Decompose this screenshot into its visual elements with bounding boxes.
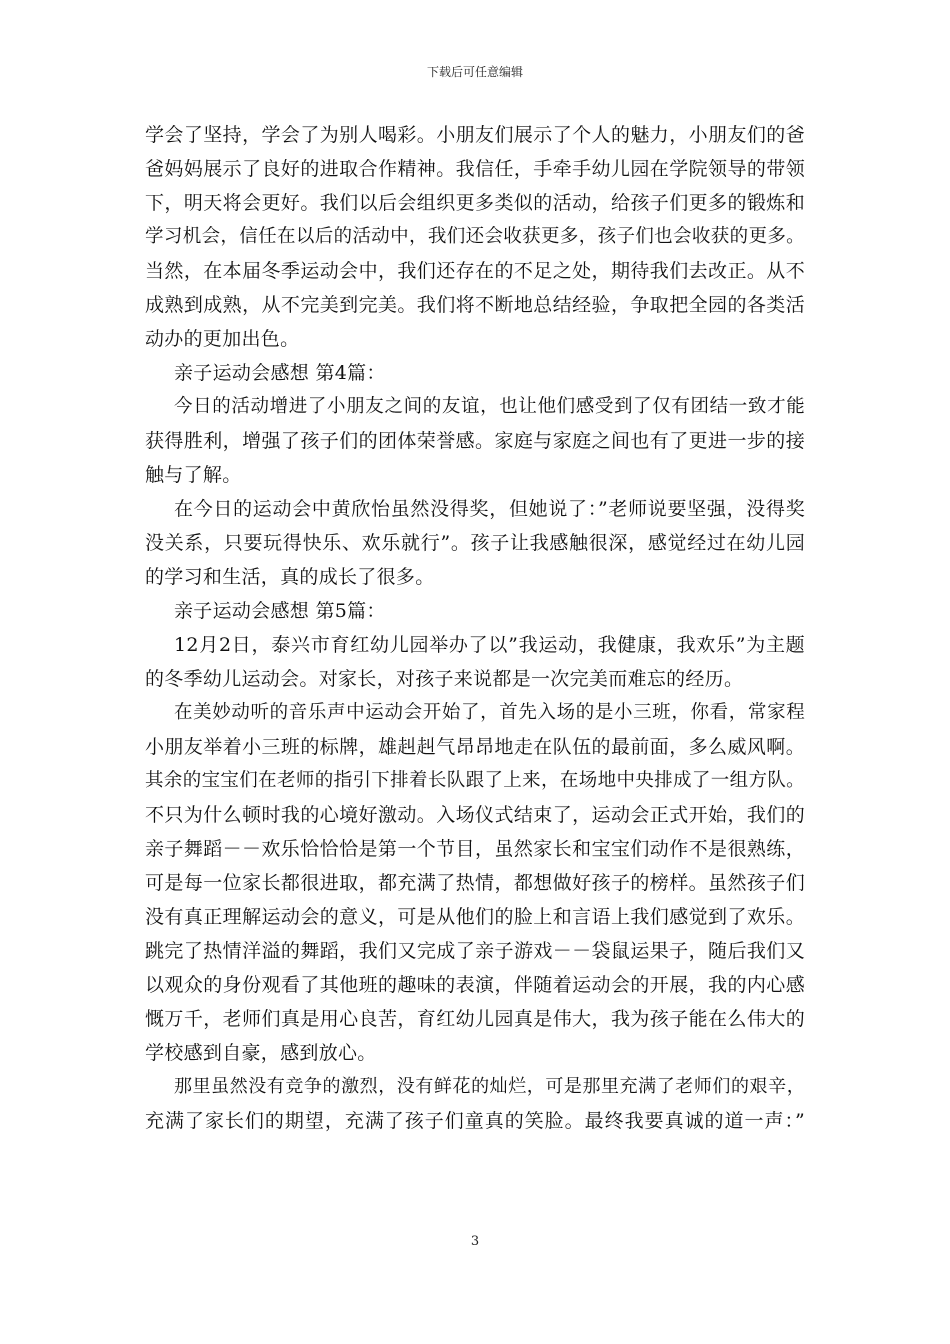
text-line: 慨万千，老师们真是用心良苦，育红幼儿园真是伟大，我为孩子能在么伟大的	[145, 1008, 805, 1030]
text-line: 可是每一位家长都很进取，都充满了热情，都想做好孩子的榜样。虽然孩子们	[145, 872, 805, 894]
text-line: 亲子运动会感想 第5篇：	[174, 600, 386, 622]
text-line: 充满了家长们的期望，充满了孩子们童真的笑脸。最终我要真诚的道一声：”	[145, 1110, 805, 1132]
text-line: 那里虽然没有竞争的激烈，没有鲜花的灿烂，可是那里充满了老师们的艰辛，	[174, 1076, 805, 1097]
text-line: 当然，在本届冬季运动会中，我们还存在的不足之处，期待我们去改正。从不	[145, 260, 805, 282]
text-line: 的学习和生活，真的成长了很多。	[145, 566, 435, 588]
text-line: 在今日的运动会中黄欣怡虽然没得奖，但她说了：”老师说要坚强，没得奖	[174, 498, 805, 520]
text-line: 下，明天将会更好。我们以后会组织更多类似的活动，给孩子们更多的锻炼和	[145, 192, 805, 214]
text-line: 12月2日，泰兴市育红幼儿园举办了以”我运动，我健康，我欢乐”为主题	[174, 634, 805, 656]
text-line: 爸妈妈展示了良好的进取合作精神。我信任，手牵手幼儿园在学院领导的带领	[145, 158, 805, 180]
text-line: 其余的宝宝们在老师的指引下排着长队跟了上来，在场地中央排成了一组方队。	[145, 770, 805, 791]
text-line: 没有真正理解运动会的意义，可是从他们的脸上和言语上我们感觉到了欢乐。	[145, 906, 805, 928]
text-line: 动办的更加出色。	[145, 328, 300, 350]
text-line: 不只为什么顿时我的心境好激动。入场仪式结束了，运动会正式开始，我们的	[145, 804, 805, 826]
text-line: 跳完了热情洋溢的舞蹈，我们又完成了亲子游戏－－袋鼠运果子，随后我们又	[145, 940, 805, 962]
text-line: 学习机会，信任在以后的活动中，我们还会收获更多，孩子们也会收获的更多。	[145, 226, 805, 247]
text-line: 亲子舞蹈－－欢乐恰恰恰是第一个节目，虽然家长和宝宝们动作不是很熟练，	[145, 838, 805, 860]
text-line: 以观众的身份观看了其他班的趣味的表演，伴随着运动会的开展，我的内心感	[145, 974, 805, 996]
text-line: 的冬季幼儿运动会。对家长，对孩子来说都是一次完美而难忘的经历。	[145, 668, 744, 690]
text-line: 亲子运动会感想 第4篇：	[174, 362, 386, 384]
text-line: 成熟到成熟，从不完美到完美。我们将不断地总结经验，争取把全园的各类活	[145, 294, 805, 316]
page-header: 下载后可任意编辑	[426, 65, 523, 79]
document-body	[145, 118, 805, 1138]
text-line: 获得胜利，增强了孩子们的团体荣誉感。家庭与家庭之间也有了更进一步的接	[145, 430, 805, 452]
text-line: 没关系，只要玩得快乐、欢乐就行”。孩子让我感触很深，感觉经过在幼儿园	[145, 532, 805, 554]
page-number: 3	[470, 1234, 480, 1249]
text-line: 学校感到自豪，感到放心。	[145, 1042, 377, 1064]
text-line: 触与了解。	[145, 464, 242, 486]
text-line: 小朋友举着小三班的标牌，雄赳赳气昂昂地走在队伍的最前面，多么威风啊。	[145, 736, 805, 758]
text-line: 今日的活动增进了小朋友之间的友谊，也让他们感受到了仅有团结一致才能	[174, 396, 805, 417]
text-line: 在美妙动听的音乐声中运动会开始了，首先入场的是小三班，你看，常家程	[174, 702, 805, 723]
text-line: 学会了坚持，学会了为别人喝彩。小朋友们展示了个人的魅力，小朋友们的爸	[145, 124, 805, 146]
